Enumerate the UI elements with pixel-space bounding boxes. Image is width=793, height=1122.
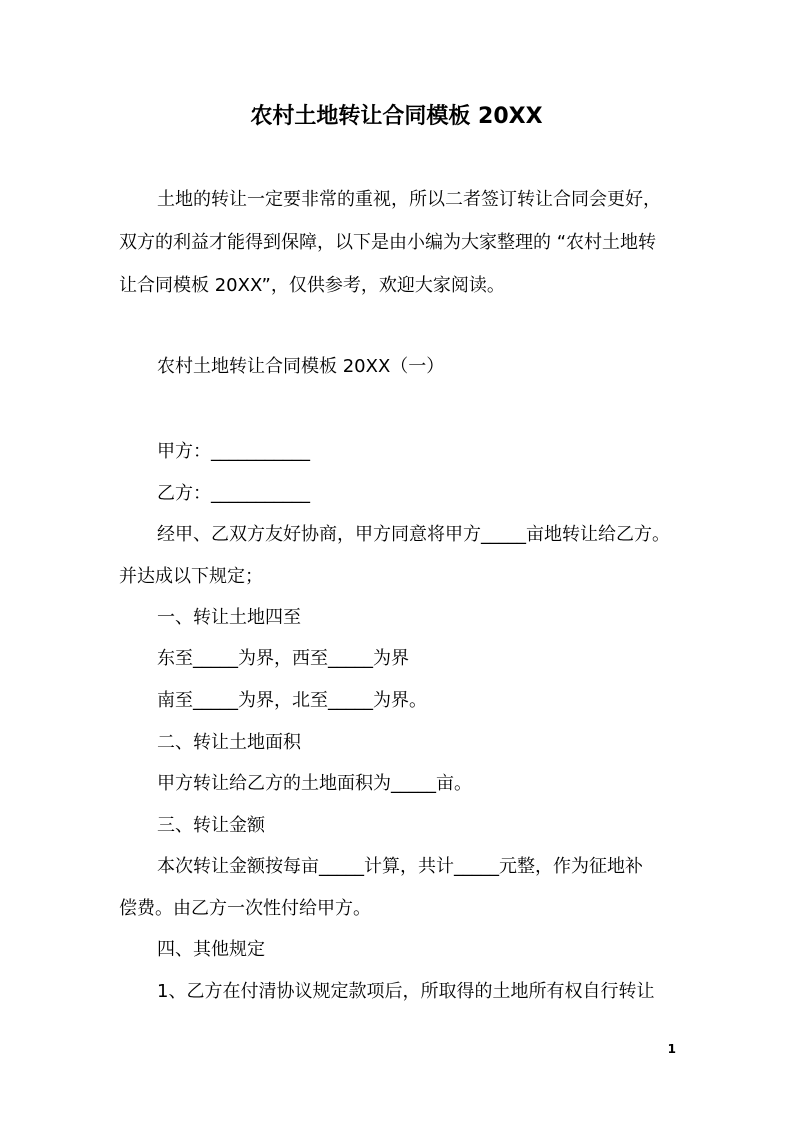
document-title: 农村土地转让合同模板 20XX xyxy=(250,104,543,129)
clause-3-line-1: 本次转让金额按每亩_____计算，共计_____元整，作为征地补 xyxy=(157,856,643,877)
clause-1-line-2: 南至_____为界，北至_____为界。 xyxy=(157,690,427,711)
clause-4-heading: 四、其他规定 xyxy=(157,939,265,960)
clause-2-line-1: 甲方转让给乙方的土地面积为_____亩。 xyxy=(157,773,472,794)
clause-1-line-1: 东至_____为界，西至_____为界 xyxy=(157,648,409,669)
party-b-line: 乙方：___________ xyxy=(157,483,310,504)
agreement-line-2: 并达成以下规定； xyxy=(119,566,263,587)
clause-3-line-2: 偿费。由乙方一次性付给甲方。 xyxy=(119,898,371,919)
clause-4-line-1: 1、乙方在付清协议规定款项后，所取得的土地所有权自行转让 xyxy=(157,981,655,1002)
agreement-line-1: 经甲、乙双方友好协商，甲方同意将甲方_____亩地转让给乙方。 xyxy=(157,524,670,545)
intro-line-1: 土地的转让一定要非常的重视，所以二者签订转让合同会更好， xyxy=(157,189,661,210)
clause-3-heading: 三、转让金额 xyxy=(157,815,265,836)
party-a-line: 甲方：___________ xyxy=(157,441,310,462)
intro-line-2: 双方的利益才能得到保障，以下是由小编为大家整理的 “农村土地转 xyxy=(119,232,657,253)
intro-line-3: 让合同模板 20XX”，仅供参考，欢迎大家阅读。 xyxy=(119,275,505,296)
clause-1-heading: 一、转让土地四至 xyxy=(157,607,301,628)
clause-2-heading: 二、转让土地面积 xyxy=(157,732,301,753)
section-heading: 农村土地转让合同模板 20XX（一） xyxy=(157,356,445,377)
page-number: 1 xyxy=(667,1042,676,1056)
